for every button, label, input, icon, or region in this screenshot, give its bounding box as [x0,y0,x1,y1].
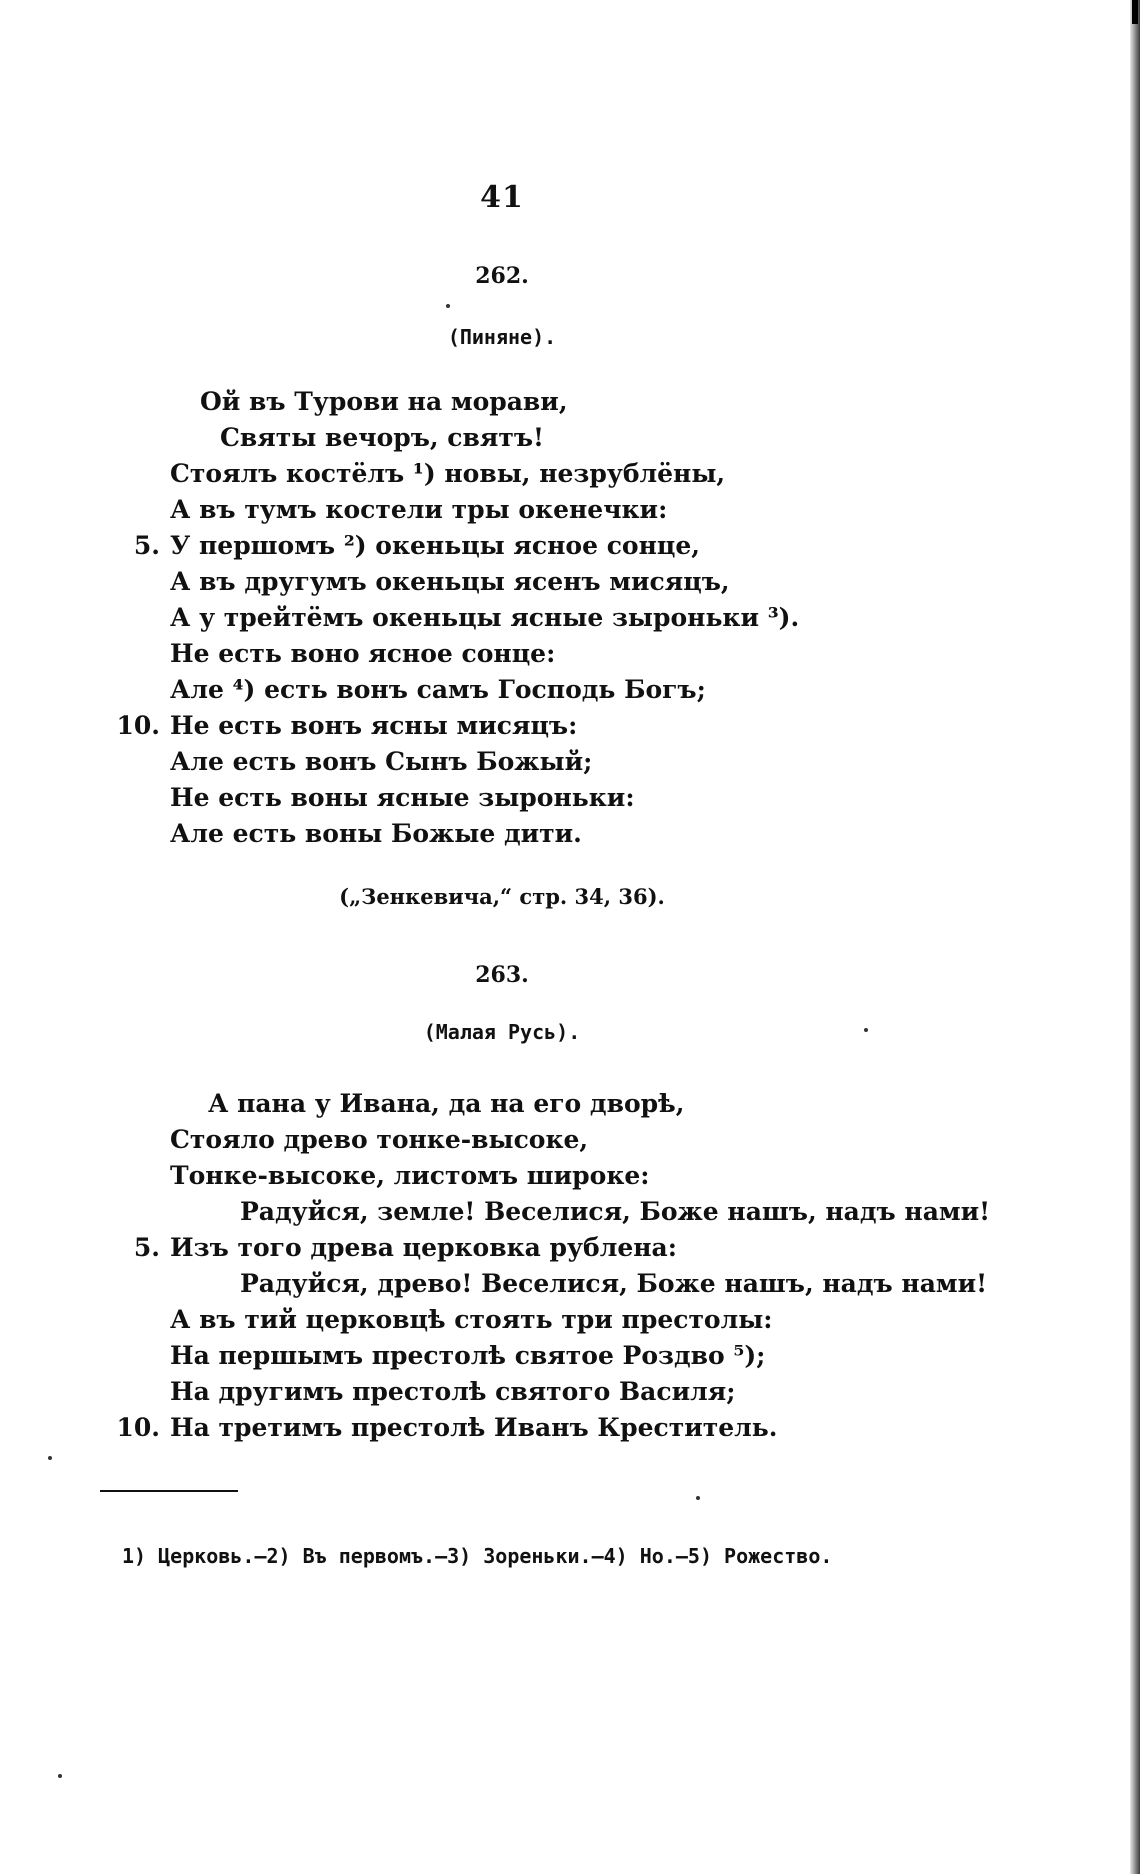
line-text: Радуйся, древо! Веселися, Боже нашъ, надъ нами! [240,1269,988,1298]
line-text: Святы вечоръ, святъ! [220,423,545,452]
verse-line [0,1194,1004,1230]
footnotes: 1) Церковь.—2) Въ первомъ.—3) Зореньки.—4) Но.—5) Рожество. [122,1544,833,1568]
line-text: Не есть воны ясные зыроньки: [170,783,635,812]
line-text: На другимъ престолѣ святого Василя; [170,1377,736,1406]
verse-line [0,492,1004,528]
verse-line [0,1266,1004,1302]
song-verse [0,384,1004,854]
page-number: 41 [480,180,524,215]
line-number: 10. [116,711,160,740]
line-text: Не есть воно ясное сонце: [170,639,556,668]
verse-line [0,1338,1004,1374]
verse-line [0,1086,1004,1122]
line-text: А въ тий церковцѣ стоять три престолы: [170,1305,773,1334]
line-text: Изъ того древа церковка рублена: [170,1233,677,1262]
line-number: 5. [133,531,160,560]
page-edge-shadow [1130,0,1140,1874]
verse-line [0,600,1004,636]
verse-line [0,1158,1004,1194]
footnote-divider [100,1490,238,1492]
song-number: 263. [475,962,529,988]
line-text: Тонке-высоке, листомъ широке: [170,1161,650,1190]
print-speck [446,304,450,308]
song-verse [0,1086,1004,1456]
verse-line [0,1122,1004,1158]
line-text: На третимъ престолѣ Иванъ Креститель. [170,1413,778,1442]
line-text: А въ тумъ костели тры окенечки: [170,495,668,524]
line-text: А у трейтёмъ океньцы ясные зыроньки ³). [170,603,800,632]
verse-line [0,420,1004,456]
line-text: У першомъ ²) океньцы ясное сонце, [170,531,700,560]
song-source: („Зенкевича,“ стр. 34, 36). [339,884,665,909]
line-text: Ой въ Турови на морави, [200,387,568,416]
song-number: 262. [475,263,529,289]
verse-line [0,1410,1004,1446]
verse-line [0,1374,1004,1410]
verse-line [0,708,1004,744]
line-text: Стояло древо тонке-высоке, [170,1125,589,1154]
song-region: (Пиняне). [447,325,557,349]
line-text: А пана у Ивана, да на его дворѣ, [208,1089,685,1118]
line-text: А въ другумъ океньцы ясенъ мисяцъ, [170,567,730,596]
verse-line [0,564,1004,600]
print-speck [58,1774,62,1778]
line-text: Але ⁴) есть вонъ самъ Господь Богъ; [170,675,706,704]
line-text: Але есть воны Божые дити. [170,819,582,848]
line-number: 5. [133,1233,160,1262]
verse-line [0,672,1004,708]
verse-line [0,636,1004,672]
print-speck [48,1456,52,1460]
verse-line [0,780,1004,816]
print-speck [864,1028,868,1032]
verse-line [0,744,1004,780]
line-text: Не есть вонъ ясны мисяцъ: [170,711,578,740]
verse-line [0,384,1004,420]
line-text: Стоялъ костёлъ ¹) новы, незрублёны, [170,459,726,488]
verse-line [0,528,1004,564]
verse-line [0,1302,1004,1338]
line-text: Але есть вонъ Сынъ Божый; [170,747,593,776]
edge-mark [1132,0,1138,24]
verse-line [0,816,1004,852]
song-region: (Малая Русь). [423,1020,581,1044]
verse-line [0,1230,1004,1266]
print-speck [696,1496,700,1500]
line-text: Радуйся, земле! Веселися, Боже нашъ, надъ нами! [240,1197,991,1226]
line-number: 10. [116,1413,160,1442]
line-text: На першымъ престолѣ святое Роздво ⁵); [170,1341,766,1370]
verse-line [0,456,1004,492]
